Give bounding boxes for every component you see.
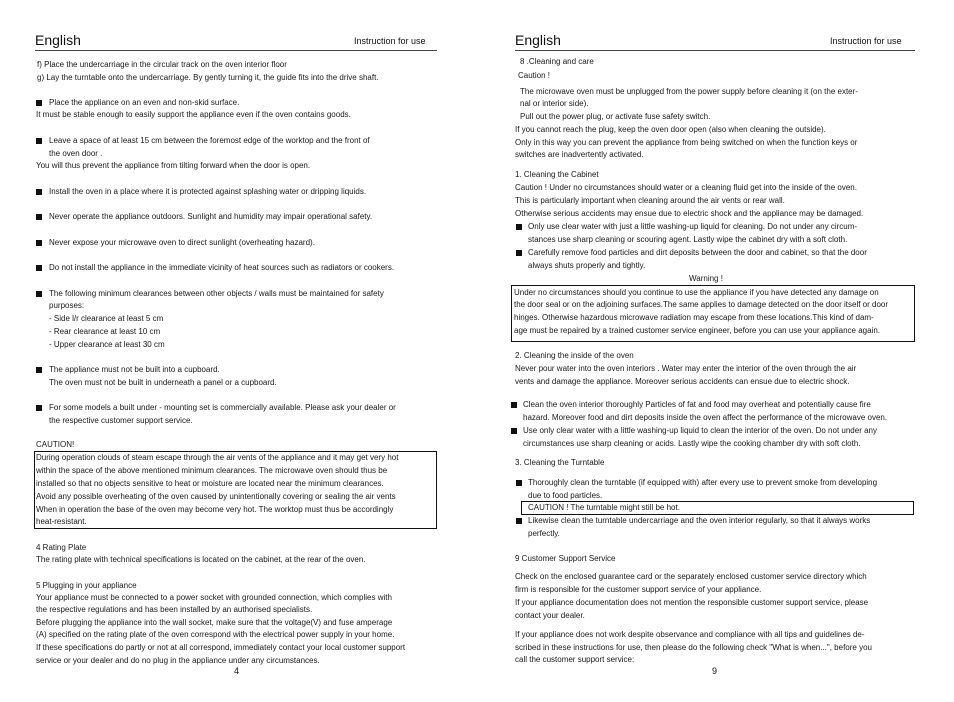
text-line: Carefully remove food particles and dirt deposits between the door and cabinet, so that the door <box>528 248 867 257</box>
text-line: hazard. Moreover food and dirt deposits inside the oven affect the performance of the microwave oven. <box>523 413 888 422</box>
text-line: Your appliance must be connected to a power socket with grounded connection, which complies with <box>36 593 392 602</box>
section-heading-customer-support: 9 Customer Support Service <box>515 554 616 563</box>
text-line: always shuts properly and tightly. <box>528 261 646 270</box>
page-language-heading: English <box>515 32 561 48</box>
text-line: circumstances use sharp cleaning or acids. Lastly wipe the cooking chamber dry with soft cloth. <box>523 439 861 448</box>
text-line: Pull out the power plug, or activate fuse safety switch. <box>520 112 711 121</box>
text-line: service or your dealer and do no plug in the appliance under any circumstances. <box>36 656 320 665</box>
section-heading-cabinet: 1. Cleaning the Cabinet <box>515 170 599 179</box>
text-line: switches are inadvertently activated. <box>515 150 644 159</box>
text-line: stances use sharp cleaning or scouring agent. Lastly wipe the cabinet dry with a soft cloth. <box>528 235 848 244</box>
text-line: - Side l/r clearance at least 5 cm <box>49 314 164 323</box>
warning-line: age must be repaired by a trained customer service engineer, before you can use your appliance again. <box>514 326 880 335</box>
header-rule <box>515 50 915 51</box>
text-line: the respective customer support service. <box>49 416 193 425</box>
bullet-icon <box>36 138 42 144</box>
warning-line: hinges. Otherwise hazardous microwave radiation may escape from these locations.This kind of dam- <box>514 313 874 322</box>
text-line: g) Lay the turntable onto the undercarriage. By gently turning it, the guide fits into the drive shaft. <box>37 73 379 82</box>
page-number: 9 <box>712 666 718 676</box>
text-line: Install the oven in a place where it is protected against splashing water or dripping liquids. <box>49 187 367 196</box>
text-line: The oven must not be built in underneath a panel or a cupboard. <box>49 378 277 387</box>
text-line: Do not install the appliance in the immediate vicinity of heat sources such as radiators or cookers. <box>49 263 395 272</box>
warning-line: Under no circumstances should you continue to use the appliance if you have detected any damage on <box>514 288 879 297</box>
text-line: For some models a built under - mounting set is commercially available. Please ask your dealer or <box>49 403 396 412</box>
text-line: Never operate the appliance outdoors. Sunlight and humidity may impair operational safety. <box>49 212 373 221</box>
bullet-icon <box>36 100 42 106</box>
text-line: Never expose your microwave oven to direct sunlight (overheating hazard). <box>49 238 315 247</box>
section-heading-rating-plate: 4 Rating Plate <box>36 543 87 552</box>
text-line: vents and damage the appliance. Moreover serious accidents can ensue due to electric shock. <box>515 377 850 386</box>
page-subtitle: Instruction for use <box>354 36 426 46</box>
text-line: f) Place the undercarriage in the circular track on the oven interior floor <box>37 60 287 69</box>
text-line: The appliance must not be built into a cupboard. <box>49 365 220 374</box>
page-number: 4 <box>234 666 240 676</box>
caution-line: During operation clouds of steam escape through the air vents of the appliance and it may get very hot <box>36 453 399 462</box>
caution-line: Avoid any possible overheating of the oven caused by unintentionally covering or sealing the air vents <box>36 492 396 501</box>
page-subtitle: Instruction for use <box>830 36 902 46</box>
caution-line: When in operation the base of the oven may become very hot. The worktop must thus be accordingly <box>36 505 394 514</box>
text-line: If your appliance does not work despite observance and compliance with all tips and guidelines de- <box>515 630 865 639</box>
text-line: nal or interior side). <box>520 99 589 108</box>
text-line: Thoroughly clean the turntable (if equipped with) after every use to prevent smoke from developing <box>528 478 878 487</box>
bullet-icon <box>36 189 42 195</box>
text-line: Likewise clean the turntable undercarriage and the oven interior regularly, so that it always works <box>528 516 871 525</box>
text-line: The following minimum clearances between other objects / walls must be maintained for safety <box>49 289 384 298</box>
text-line: The rating plate with technical specifications is located on the cabinet, at the rear of the oven. <box>36 555 366 564</box>
text-line: call the customer support service: <box>515 655 635 664</box>
bullet-icon <box>511 402 517 408</box>
text-line: If you cannot reach the plug, keep the oven door open (also when cleaning the outside). <box>515 125 826 134</box>
text-line: perfectly. <box>528 529 560 538</box>
text-line: This is particularly important when cleaning around the air vents or rear wall. <box>515 196 785 205</box>
section-heading-cleaning: 8 .Cleaning and care <box>520 57 594 66</box>
bullet-icon <box>36 405 42 411</box>
turntable-caution-text: CAUTION ! The turntable might still be hot. <box>528 503 680 512</box>
text-line: purposes: <box>49 301 85 310</box>
caution-label: Caution ! <box>518 71 551 80</box>
text-line: scribed in these instructions for use, then please do the following check "What is when...", before you <box>515 643 872 652</box>
text-line: firm is responsible for the customer support service of your appliance. <box>515 585 762 594</box>
bullet-icon <box>511 428 517 434</box>
text-line: Only use clear water with just a little washing-up liquid for cleaning. Do not under any circum- <box>528 222 858 231</box>
text-line: The microwave oven must be unplugged from the power supply before cleaning it (on the exter- <box>520 87 858 96</box>
caution-line: installed so that no objects sensitive to heat or moisture are located near the minimum clearances. <box>36 479 384 488</box>
bullet-icon <box>36 291 42 297</box>
text-line: - Rear clearance at least 10 cm <box>49 327 161 336</box>
text-line: (A) specified on the rating plate of the oven correspond with the electrical power supply in your home. <box>36 630 395 639</box>
text-line: Leave a space of at least 15 cm between the foremost edge of the worktop and the front of <box>49 136 370 145</box>
text-line: Never pour water into the oven interiors . Water may enter the interior of the oven through the air <box>515 364 857 373</box>
text-line: Check on the enclosed guarantee card or the separately enclosed customer service directory which <box>515 572 867 581</box>
bullet-icon <box>36 367 42 373</box>
caution-line: heat-resistant. <box>36 517 87 526</box>
section-heading-inside: 2. Cleaning the inside of the oven <box>515 351 634 360</box>
bullet-icon <box>36 265 42 271</box>
text-line: Before plugging the appliance into the wall socket, make sure that the voltage(V) and fuse amperage <box>36 618 393 627</box>
text-line: If these specifications do partly or not at all correspond, immediately contact your local customer support <box>36 643 406 652</box>
section-heading-turntable: 3. Cleaning the Turntable <box>515 458 605 467</box>
bullet-icon <box>516 480 522 486</box>
page-language-heading: English <box>35 32 81 48</box>
bullet-icon <box>516 224 522 230</box>
bullet-icon <box>36 240 42 246</box>
text-line: Otherwise serious accidents may ensue due to electric shock and the appliance may be damaged. <box>515 209 864 218</box>
caution-title: CAUTION! <box>36 440 75 449</box>
section-heading-plugging: 5 Plugging in your appliance <box>36 581 137 590</box>
text-line: If your appliance documentation does not mention the responsible customer support service, please <box>515 598 869 607</box>
warning-line: the door seal or on the adjoining surfaces.The same applies to damage detected on the door itself or door <box>514 300 889 309</box>
caution-line: within the space of the above mentioned minimum clearances. The microwave oven should thus be <box>36 466 388 475</box>
text-line: the respective regulations and has been installed by an authorised specialists. <box>36 605 313 614</box>
text-line: Clean the oven interior thoroughly Particles of fat and food may overheat and potentially cause fire <box>523 400 871 409</box>
text-line: due to food particles. <box>528 491 603 500</box>
bullet-icon <box>36 214 42 220</box>
text-line: Only in this way you can prevent the appliance from being switched on when the function keys or <box>515 138 858 147</box>
text-line: - Upper clearance at least 30 cm <box>49 340 165 349</box>
text-line: Place the appliance on an even and non-skid surface. <box>49 98 240 107</box>
text-line: Caution ! Under no circumstances should water or a cleaning fluid get into the inside of the oven. <box>515 183 857 192</box>
warning-title: Warning ! <box>689 274 723 283</box>
bullet-icon <box>516 518 522 524</box>
text-line: the oven door . <box>49 149 103 158</box>
text-line: Use only clear water with a little washing-up liquid to clean the interior of the oven. Do not under any <box>523 426 877 435</box>
text-line: You will thus prevent the appliance from tilting forward when the door is open. <box>36 161 311 170</box>
bullet-icon <box>516 250 522 256</box>
header-rule <box>35 50 437 51</box>
text-line: It must be stable enough to easily support the appliance even if the oven contains goods. <box>36 110 351 119</box>
text-line: contact your dealer. <box>515 611 585 620</box>
